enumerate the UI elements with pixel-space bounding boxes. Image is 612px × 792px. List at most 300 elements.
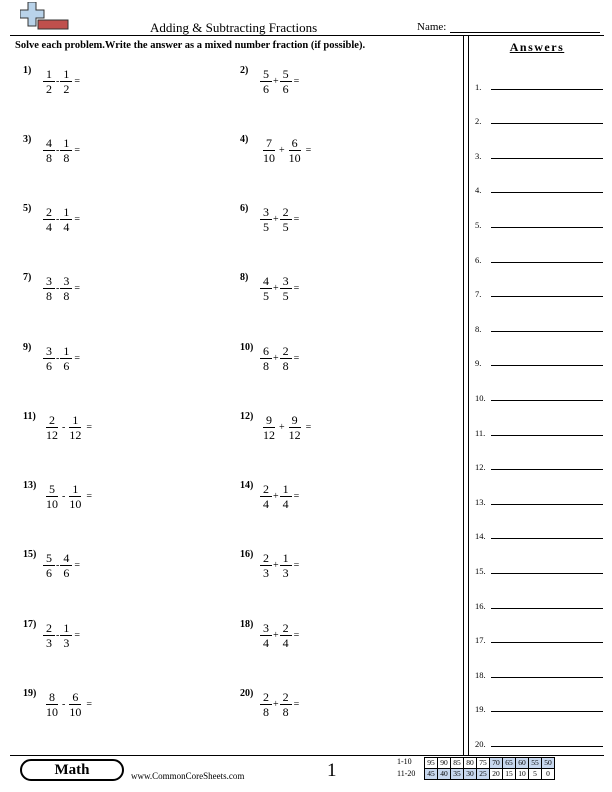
problem-20 xyxy=(240,688,440,724)
fraction-expression xyxy=(43,690,92,719)
footer-divider xyxy=(10,755,604,756)
operator: - xyxy=(62,699,66,710)
problem-number: 2) xyxy=(240,65,249,76)
numerator: 1 xyxy=(280,482,292,497)
numerator: 1 xyxy=(280,551,292,566)
fraction-expression xyxy=(260,136,311,165)
answer-blank[interactable] xyxy=(491,642,603,643)
denominator: 5 xyxy=(282,220,289,234)
problem-7 xyxy=(23,272,223,308)
numerator: 7 xyxy=(263,136,275,151)
denominator: 6 xyxy=(263,82,269,96)
denominator: 3 xyxy=(263,566,269,580)
name-field[interactable] xyxy=(450,32,600,33)
answer-number: 12. xyxy=(475,462,486,472)
denominator: 8 xyxy=(46,151,52,165)
numerator: 3 xyxy=(43,344,55,359)
problem-number: 6) xyxy=(240,203,249,214)
denominator: 6 xyxy=(63,359,70,373)
fraction xyxy=(66,690,84,719)
denominator: 4 xyxy=(63,220,70,234)
equals-sign: = xyxy=(74,560,80,571)
denominator: 8 xyxy=(282,705,289,719)
page-number: 1 xyxy=(327,760,337,781)
denominator: 6 xyxy=(63,566,70,580)
numerator: 9 xyxy=(289,413,301,428)
numerator: 3 xyxy=(60,274,72,289)
fraction-expression xyxy=(43,274,80,303)
score-cell: 0 xyxy=(542,769,555,780)
fraction xyxy=(260,551,272,580)
fraction xyxy=(43,551,55,580)
fraction xyxy=(260,621,272,650)
score-cell: 75 xyxy=(477,758,490,769)
fraction-expression xyxy=(260,205,299,234)
fraction xyxy=(43,621,55,650)
fraction-expression xyxy=(43,136,80,165)
fraction xyxy=(260,690,272,719)
score-cell: 45 xyxy=(425,769,438,780)
operator: + xyxy=(273,491,279,502)
problem-15 xyxy=(23,549,223,585)
problem-number: 13) xyxy=(23,480,37,491)
fraction xyxy=(280,621,292,650)
operator: - xyxy=(56,76,60,87)
numerator: 2 xyxy=(280,690,292,705)
problem-number: 15) xyxy=(23,549,37,560)
answer-number: 4. xyxy=(475,185,482,195)
denominator: 10 xyxy=(288,151,301,165)
numerator: 1 xyxy=(43,67,55,82)
denominator: 12 xyxy=(288,428,301,442)
fraction xyxy=(60,551,72,580)
problem-5 xyxy=(23,203,223,239)
denominator: 3 xyxy=(46,636,52,650)
numerator: 2 xyxy=(280,344,292,359)
denominator: 12 xyxy=(46,428,58,442)
operator: - xyxy=(56,283,60,294)
numerator: 1 xyxy=(60,344,72,359)
operator: + xyxy=(273,283,279,294)
equals-sign: = xyxy=(86,699,92,710)
equals-sign: = xyxy=(74,630,80,641)
fraction-expression xyxy=(260,274,299,303)
problem-10 xyxy=(240,342,440,378)
equals-sign: = xyxy=(74,214,80,225)
numerator: 2 xyxy=(260,482,272,497)
fraction-expression xyxy=(43,344,80,373)
score-row xyxy=(425,769,555,780)
denominator: 4 xyxy=(46,220,52,234)
problem-number: 14) xyxy=(240,480,254,491)
answer-blank[interactable] xyxy=(491,123,603,124)
fraction-expression xyxy=(43,413,92,442)
numerator: 4 xyxy=(260,274,272,289)
answer-blank[interactable] xyxy=(491,677,603,678)
fraction xyxy=(60,621,72,650)
fraction xyxy=(280,551,292,580)
score-cell: 5 xyxy=(529,769,542,780)
fraction xyxy=(280,205,292,234)
problem-number: 10) xyxy=(240,342,254,353)
fraction-expression xyxy=(43,67,80,96)
operator: - xyxy=(56,560,60,571)
equals-sign: = xyxy=(86,422,92,433)
answer-blank[interactable] xyxy=(491,262,603,263)
answers-column-divider xyxy=(463,35,469,755)
header-divider xyxy=(10,35,604,36)
problem-number: 16) xyxy=(240,549,254,560)
denominator: 8 xyxy=(282,359,289,373)
problem-number: 3) xyxy=(23,134,32,145)
numerator: 9 xyxy=(263,413,275,428)
numerator: 8 xyxy=(46,690,58,705)
answer-row xyxy=(475,389,603,403)
fraction xyxy=(60,344,72,373)
answer-number: 20. xyxy=(475,739,486,749)
denominator: 12 xyxy=(263,428,275,442)
operator: + xyxy=(273,699,279,710)
fraction xyxy=(43,67,55,96)
equals-sign: = xyxy=(293,491,300,502)
score-cell: 15 xyxy=(503,769,516,780)
equals-sign: = xyxy=(293,560,300,571)
operator: + xyxy=(273,76,279,87)
fraction xyxy=(60,136,72,165)
answer-row xyxy=(475,527,603,541)
denominator: 6 xyxy=(46,566,52,580)
fraction xyxy=(43,136,55,165)
fraction xyxy=(43,482,61,511)
score-cell: 50 xyxy=(542,758,555,769)
operator: - xyxy=(62,491,66,502)
answer-number: 5. xyxy=(475,220,482,230)
answer-blank[interactable] xyxy=(491,296,603,297)
answer-row xyxy=(475,493,603,507)
equals-sign: = xyxy=(74,353,80,364)
denominator: 2 xyxy=(46,82,52,96)
denominator: 8 xyxy=(263,359,269,373)
problem-2 xyxy=(240,65,440,101)
problem-number: 17) xyxy=(23,619,37,630)
answer-row xyxy=(475,147,603,161)
problem-number: 7) xyxy=(23,272,32,283)
answer-number: 7. xyxy=(475,289,482,299)
numerator: 2 xyxy=(43,621,55,636)
score-cell: 10 xyxy=(516,769,529,780)
answer-blank[interactable] xyxy=(491,192,603,193)
fraction xyxy=(280,274,292,303)
page-title: Adding & Subtracting Fractions xyxy=(150,20,318,35)
operator: + xyxy=(273,630,279,641)
fraction-expression xyxy=(260,482,299,511)
problem-number: 11) xyxy=(23,411,36,422)
score-row-label: 11-20 xyxy=(397,769,416,778)
answer-blank[interactable] xyxy=(491,469,603,470)
denominator: 10 xyxy=(263,151,275,165)
answer-row xyxy=(475,216,603,230)
fraction xyxy=(43,344,55,373)
problem-number: 18) xyxy=(240,619,254,630)
denominator: 8 xyxy=(263,705,269,719)
answer-row xyxy=(475,320,603,334)
answer-row xyxy=(475,458,603,472)
numerator: 5 xyxy=(280,67,292,82)
numerator: 3 xyxy=(43,274,55,289)
answer-blank[interactable] xyxy=(491,331,603,332)
score-cell: 60 xyxy=(516,758,529,769)
fraction-expression xyxy=(260,690,299,719)
equals-sign: = xyxy=(293,283,300,294)
subject-badge: Math xyxy=(20,759,124,781)
fraction xyxy=(286,136,304,165)
equals-sign: = xyxy=(293,699,300,710)
fraction xyxy=(60,67,72,96)
numerator: 3 xyxy=(280,274,292,289)
fraction xyxy=(43,274,55,303)
denominator: 8 xyxy=(46,289,52,303)
numerator: 2 xyxy=(260,551,272,566)
problem-number: 9) xyxy=(23,342,32,353)
answer-row xyxy=(475,735,603,749)
problem-17 xyxy=(23,619,223,655)
fraction xyxy=(260,136,278,165)
denominator: 4 xyxy=(263,636,269,650)
numerator: 1 xyxy=(60,67,72,82)
score-cell: 70 xyxy=(490,758,503,769)
answer-blank[interactable] xyxy=(491,608,603,609)
problem-13 xyxy=(23,480,223,516)
problem-number: 20) xyxy=(240,688,254,699)
answer-blank[interactable] xyxy=(491,711,603,712)
answer-number: 13. xyxy=(475,497,486,507)
operator: + xyxy=(273,353,279,364)
problem-14 xyxy=(240,480,440,516)
website-link[interactable]: www.CommonCoreSheets.com xyxy=(131,771,245,781)
numerator: 2 xyxy=(280,205,292,220)
fraction-expression xyxy=(43,621,80,650)
numerator: 5 xyxy=(46,482,58,497)
fraction-expression xyxy=(43,205,80,234)
denominator: 2 xyxy=(63,82,70,96)
fraction xyxy=(60,205,72,234)
answer-row xyxy=(475,424,603,438)
denominator: 5 xyxy=(263,289,269,303)
fraction xyxy=(66,413,84,442)
operator: - xyxy=(62,422,66,433)
equals-sign: = xyxy=(293,214,300,225)
score-table xyxy=(424,757,555,780)
numerator: 6 xyxy=(289,136,301,151)
fraction-expression xyxy=(43,482,92,511)
problem-number: 8) xyxy=(240,272,249,283)
equals-sign: = xyxy=(305,422,312,433)
answer-number: 8. xyxy=(475,324,482,334)
denominator: 10 xyxy=(69,705,82,719)
answers-title: Answers xyxy=(509,40,565,54)
numerator: 1 xyxy=(69,413,81,428)
denominator: 8 xyxy=(63,289,70,303)
problem-9 xyxy=(23,342,223,378)
problem-11 xyxy=(23,411,223,447)
operator: - xyxy=(56,145,60,156)
operator: + xyxy=(279,422,285,433)
fraction xyxy=(260,482,272,511)
equals-sign: = xyxy=(86,491,92,502)
problem-number: 5) xyxy=(23,203,32,214)
numerator: 6 xyxy=(260,344,272,359)
fraction-expression xyxy=(43,551,80,580)
numerator: 1 xyxy=(60,621,72,636)
problem-number: 19) xyxy=(23,688,37,699)
numerator: 3 xyxy=(260,621,272,636)
equals-sign: = xyxy=(305,145,312,156)
denominator: 8 xyxy=(63,151,70,165)
fraction xyxy=(43,690,61,719)
answer-blank[interactable] xyxy=(491,538,603,539)
score-row xyxy=(425,758,555,769)
answer-blank[interactable] xyxy=(491,435,603,436)
problem-6 xyxy=(240,203,440,239)
answer-number: 15. xyxy=(475,566,486,576)
problem-12 xyxy=(240,411,440,447)
equals-sign: = xyxy=(74,76,80,87)
operator: - xyxy=(56,353,60,364)
equals-sign: = xyxy=(293,630,300,641)
problem-1 xyxy=(23,65,223,101)
answer-row xyxy=(475,78,603,92)
numerator: 1 xyxy=(60,205,72,220)
numerator: 3 xyxy=(260,205,272,220)
denominator: 10 xyxy=(46,705,58,719)
denominator: 6 xyxy=(282,82,289,96)
numerator: 4 xyxy=(60,551,72,566)
answer-row xyxy=(475,354,603,368)
answer-row xyxy=(475,562,603,576)
fraction xyxy=(280,67,292,96)
denominator: 5 xyxy=(263,220,269,234)
score-cell: 90 xyxy=(438,758,451,769)
numerator: 2 xyxy=(46,413,58,428)
denominator: 3 xyxy=(63,636,70,650)
instructions: Solve each problem.Write the answer as a mixed number fraction (if possible). xyxy=(15,40,366,51)
denominator: 12 xyxy=(69,428,82,442)
numerator: 4 xyxy=(43,136,55,151)
answer-number: 10. xyxy=(475,393,486,403)
operator: + xyxy=(273,214,279,225)
answer-blank[interactable] xyxy=(491,573,603,574)
equals-sign: = xyxy=(293,353,300,364)
equals-sign: = xyxy=(293,76,300,87)
numerator: 5 xyxy=(260,67,272,82)
fraction xyxy=(43,205,55,234)
problem-8 xyxy=(240,272,440,308)
answer-number: 2. xyxy=(475,116,482,126)
equals-sign: = xyxy=(74,145,80,156)
numerator: 1 xyxy=(69,482,81,497)
problem-number: 4) xyxy=(240,134,249,145)
numerator: 2 xyxy=(43,205,55,220)
answer-number: 1. xyxy=(475,82,482,92)
answer-blank[interactable] xyxy=(491,227,603,228)
fraction xyxy=(260,205,272,234)
denominator: 10 xyxy=(46,497,58,511)
answer-row xyxy=(475,700,603,714)
denominator: 3 xyxy=(282,566,289,580)
answer-blank[interactable] xyxy=(491,746,603,747)
fraction xyxy=(280,690,292,719)
name-label: Name: xyxy=(417,21,447,33)
answer-number: 11. xyxy=(475,428,486,438)
fraction xyxy=(260,413,278,442)
answer-row xyxy=(475,181,603,195)
score-cell: 65 xyxy=(503,758,516,769)
equals-sign: = xyxy=(74,283,80,294)
answer-blank[interactable] xyxy=(491,400,603,401)
score-cell: 85 xyxy=(451,758,464,769)
operator: - xyxy=(56,214,60,225)
numerator: 1 xyxy=(60,136,72,151)
answer-number: 6. xyxy=(475,255,482,265)
answer-number: 9. xyxy=(475,358,482,368)
fraction-expression xyxy=(260,344,299,373)
denominator: 4 xyxy=(263,497,269,511)
answer-number: 14. xyxy=(475,531,486,541)
fraction xyxy=(286,413,304,442)
answer-number: 16. xyxy=(475,601,486,611)
operator: - xyxy=(56,630,60,641)
answer-row xyxy=(475,112,603,126)
answer-number: 18. xyxy=(475,670,486,680)
problem-18 xyxy=(240,619,440,655)
denominator: 10 xyxy=(69,497,82,511)
problem-4 xyxy=(240,134,440,170)
answer-blank[interactable] xyxy=(491,504,603,505)
problem-19 xyxy=(23,688,223,724)
problem-number: 12) xyxy=(240,411,254,422)
fraction xyxy=(260,67,272,96)
fraction xyxy=(43,413,61,442)
score-cell: 20 xyxy=(490,769,503,780)
denominator: 5 xyxy=(282,289,289,303)
fraction-expression xyxy=(260,551,299,580)
score-cell: 30 xyxy=(464,769,477,780)
numerator: 5 xyxy=(43,551,55,566)
numerator: 2 xyxy=(260,690,272,705)
answer-row xyxy=(475,666,603,680)
score-cell: 25 xyxy=(477,769,490,780)
problem-3 xyxy=(23,134,223,170)
score-cell: 35 xyxy=(451,769,464,780)
answer-row xyxy=(475,285,603,299)
answer-blank[interactable] xyxy=(491,158,603,159)
numerator: 6 xyxy=(69,690,81,705)
answer-blank[interactable] xyxy=(491,365,603,366)
answer-blank[interactable] xyxy=(491,89,603,90)
operator: + xyxy=(273,560,279,571)
fraction xyxy=(66,482,84,511)
score-cell: 55 xyxy=(529,758,542,769)
answer-row xyxy=(475,251,603,265)
problem-16 xyxy=(240,549,440,585)
fraction-expression xyxy=(260,67,299,96)
fraction xyxy=(60,274,72,303)
answer-number: 3. xyxy=(475,151,482,161)
fraction xyxy=(280,344,292,373)
problem-number: 1) xyxy=(23,65,32,76)
operator: + xyxy=(279,145,285,156)
answer-number: 19. xyxy=(475,704,486,714)
